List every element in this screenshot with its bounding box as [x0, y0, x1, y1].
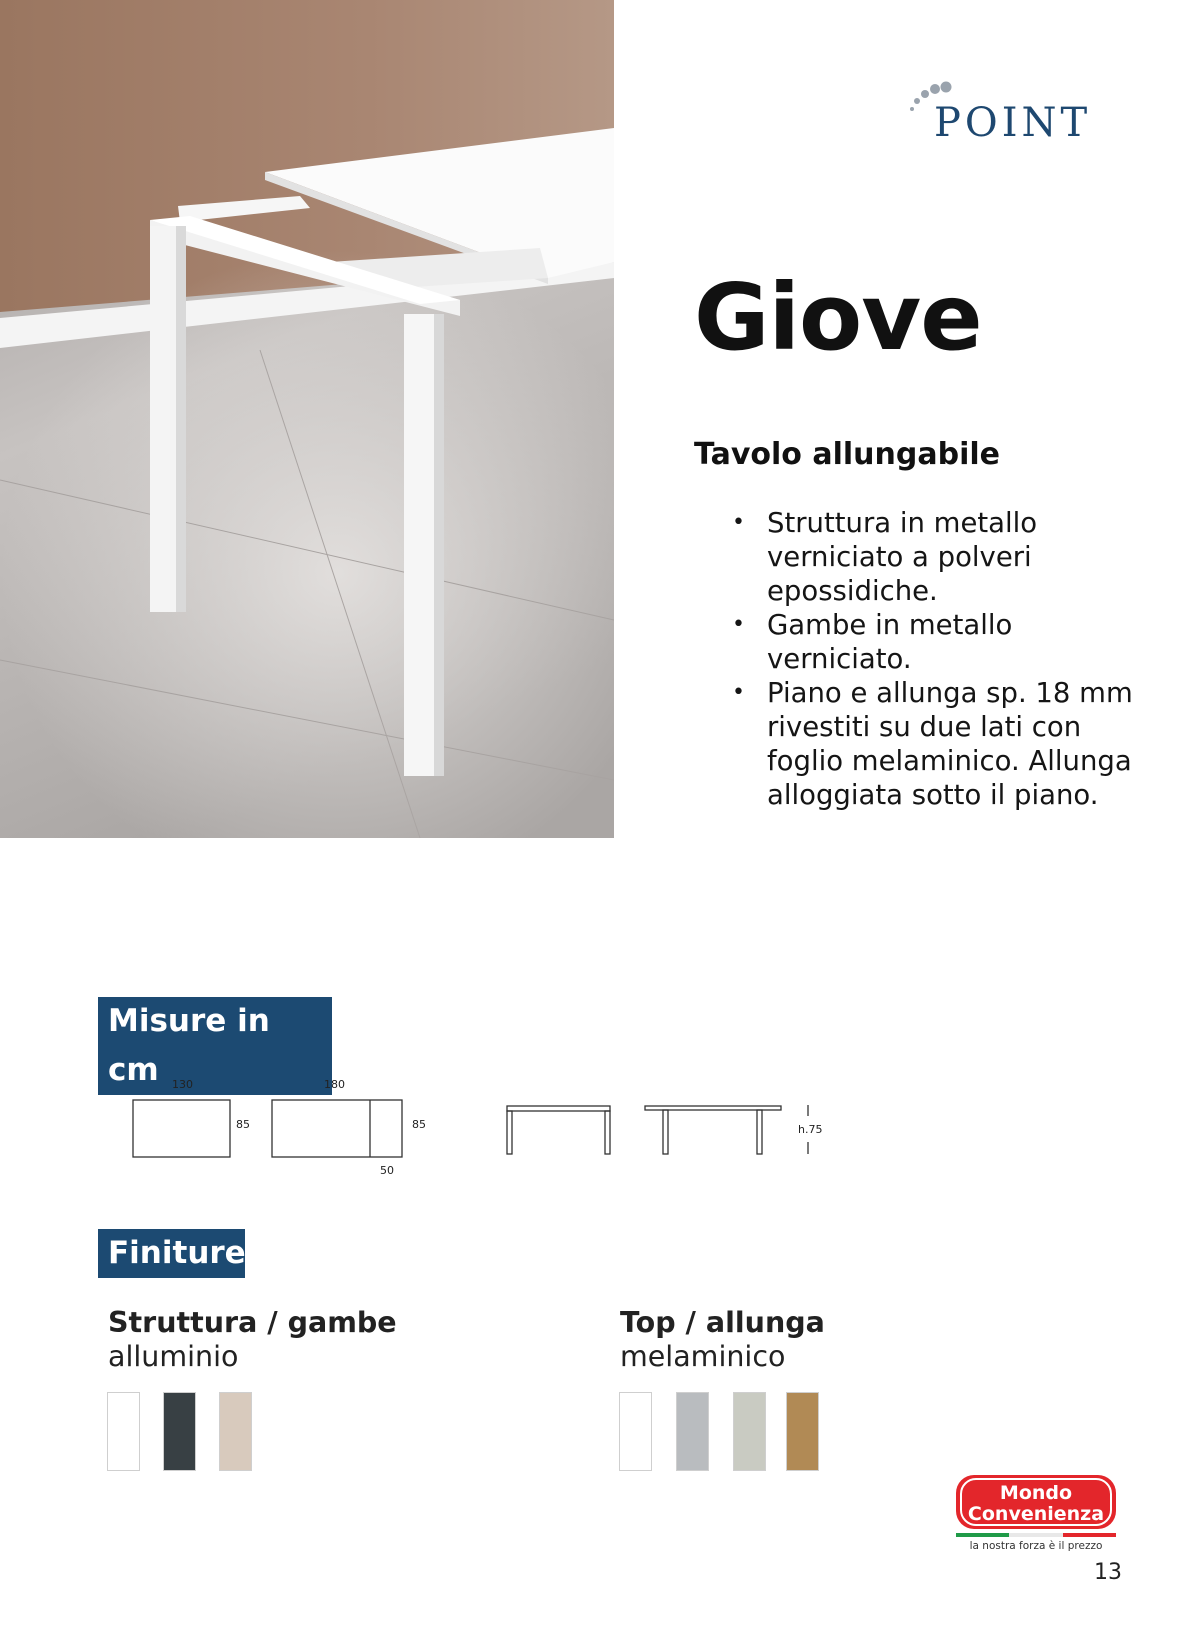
- retailer-logo: [954, 1473, 1118, 1551]
- feature-item: • Piano e allunga sp. 18 mm rivestiti su due lati con foglio melaminico. Allunga alloggiata sotto il piano.: [724, 676, 1144, 812]
- product-subtitle: Tavolo allungabile: [694, 437, 1000, 472]
- structure-title: Struttura / gambe: [108, 1306, 397, 1339]
- extended-depth-label: 85: [412, 1118, 426, 1131]
- dimension-diagram: [120, 1076, 840, 1186]
- closed-depth-label: 85: [236, 1118, 250, 1131]
- extended-table-outline: [272, 1100, 402, 1157]
- feature-item: • Struttura in metallo verniciato a polveri epossidiche.: [724, 506, 1144, 608]
- swatch-top-4[interactable]: [786, 1392, 819, 1471]
- swatch-structure-1[interactable]: [107, 1392, 140, 1471]
- swatch-top-3[interactable]: [733, 1392, 766, 1471]
- swatch-structure-2[interactable]: [163, 1392, 196, 1471]
- feature-list: [724, 506, 1144, 812]
- retailer-name-line2: Convenienza: [967, 1503, 1105, 1525]
- feature-item: • Gambe in metallo verniciato.: [724, 608, 1144, 676]
- product-photo: [0, 0, 614, 838]
- swatch-structure-3[interactable]: [219, 1392, 252, 1471]
- structure-material: alluminio: [108, 1340, 239, 1373]
- structure-finishes: [108, 1306, 397, 1374]
- closed-table-side-view: [507, 1106, 610, 1154]
- finishes-heading: Finiture: [98, 1229, 245, 1278]
- height-label: h.75: [798, 1123, 823, 1136]
- page-number: 13: [1094, 1560, 1122, 1585]
- closed-table-outline: [133, 1100, 230, 1157]
- extension-width-label: 50: [380, 1164, 394, 1177]
- top-title: Top / allunga: [620, 1306, 825, 1339]
- closed-width-label: 130: [172, 1078, 193, 1091]
- brand-name: POINT: [934, 100, 1092, 146]
- swatch-top-1[interactable]: [619, 1392, 652, 1471]
- retailer-tagline: la nostra forza è il prezzo: [969, 1540, 1103, 1551]
- extended-table-side-view: [645, 1106, 781, 1154]
- brand-logo: [908, 80, 1123, 144]
- top-finishes: [620, 1306, 825, 1374]
- swatch-top-2[interactable]: [676, 1392, 709, 1471]
- product-title: Giove: [694, 264, 982, 371]
- top-material: melaminico: [620, 1340, 786, 1373]
- measures-heading: Misure in cm: [98, 997, 332, 1095]
- table-photo-illustration: [0, 0, 614, 838]
- retailer-name-line1: Mondo: [999, 1482, 1073, 1504]
- extended-width-label: 180: [324, 1078, 345, 1091]
